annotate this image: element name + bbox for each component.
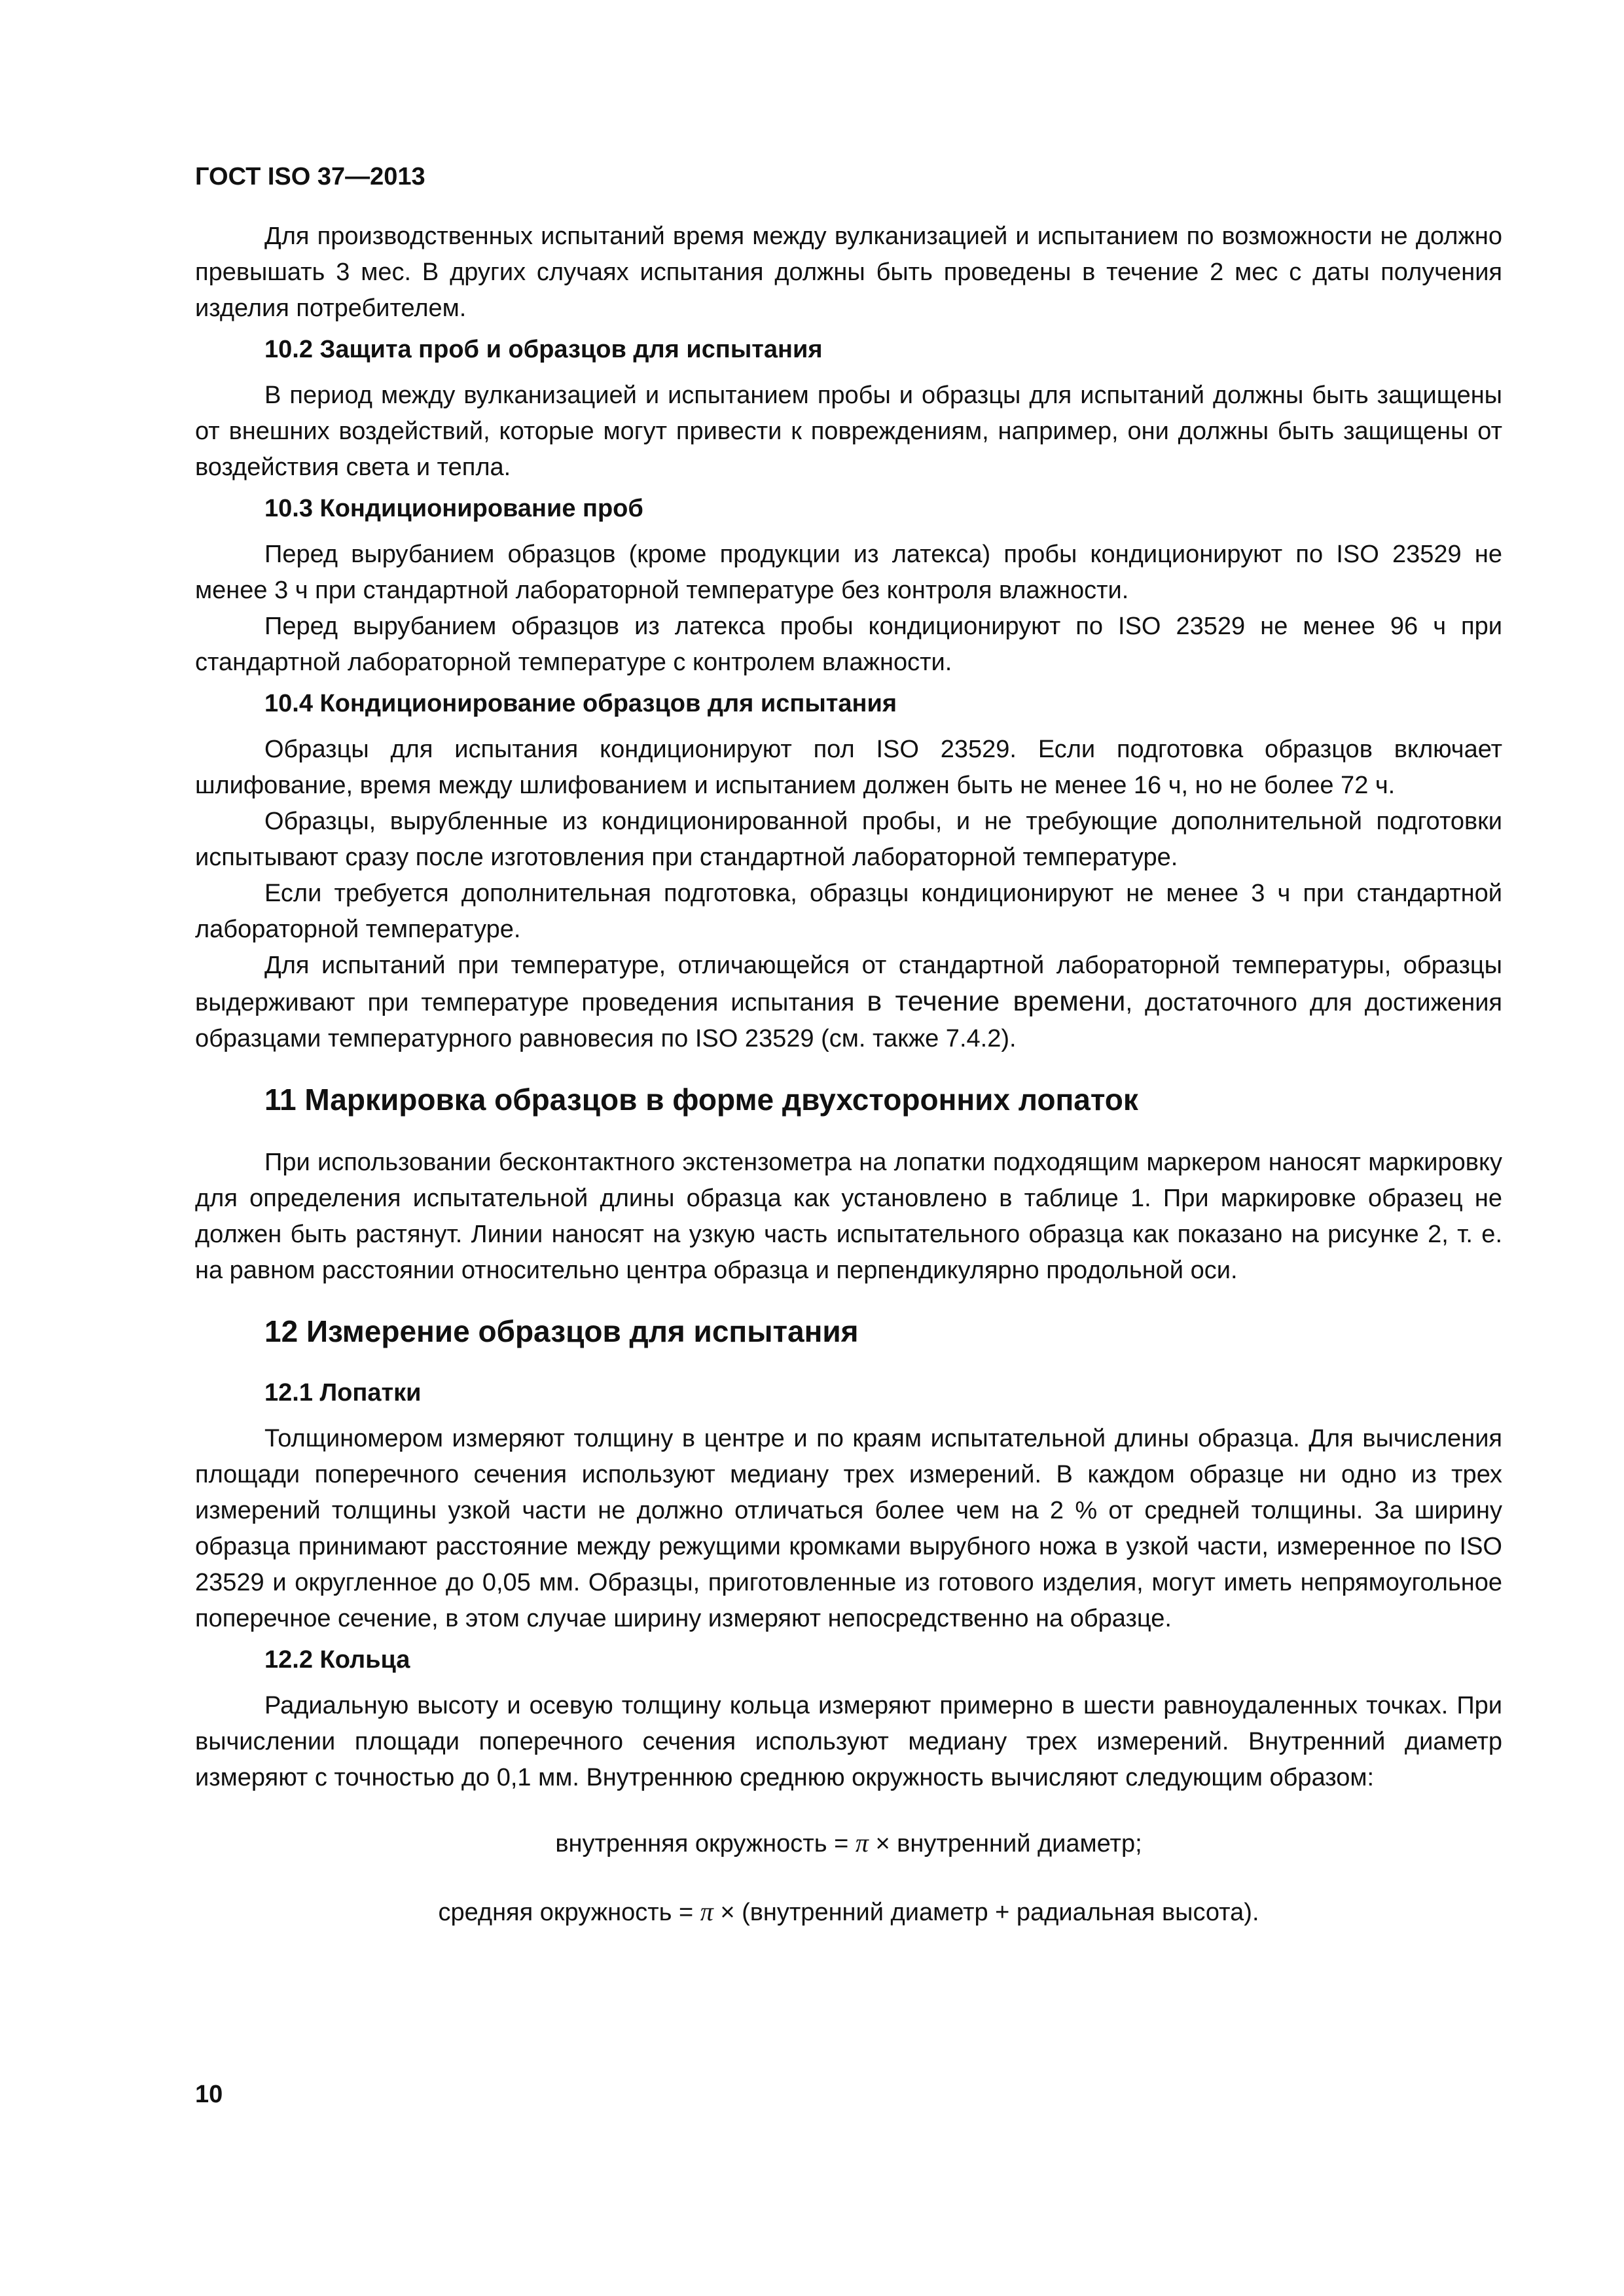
section-11-paragraph: При использовании бесконтактного экстензометра на лопатки подходящим маркером наносят маркировку для определения испытательной длины образца как установлено в таблице 1. При маркировке образец не должен быть растянут. Линии наносят на узкую часть испытательного образца как показано на рисунке 2, т. е. на равном расстоянии относительно центра образца и перпендикулярно продольной оси. <box>195 1149 1502 1284</box>
section-10-2-heading: 10.2 Защита проб и образцов для испытания <box>264 336 823 363</box>
section-10-4-paragraph-1: Образцы для испытания кондиционируют пол ISO 23529. Если подготовка образцов включает шлифование, время между шлифованием и испытанием должен быть не менее 16 ч, но не более 72 ч. <box>195 736 1502 799</box>
section-12-2-heading: 12.2 Кольца <box>264 1646 410 1674</box>
formula-inner-circumference <box>195 1825 1502 1862</box>
formula-2-right: × (внутренний диаметр + радиальная высота). <box>720 1899 1259 1926</box>
page-number: 10 <box>195 2081 223 2108</box>
section-12-heading: 12 Измерение образцов для испытания <box>264 1314 859 1348</box>
paragraph-4-part-b: в течение времени <box>867 986 1126 1017</box>
pi-symbol: π <box>855 1828 869 1857</box>
paragraph-4-part-c: , достаточного для достижения образцами температурного равновесия по ISO 23529 (см. также 7.4.2). <box>195 989 1502 1052</box>
section-10-4-paragraph-4 <box>195 948 1502 1057</box>
formula-1-right: × внутренний диаметр; <box>875 1830 1142 1857</box>
document-code: ГОСТ ISO 37—2013 <box>195 163 425 190</box>
section-10-3-paragraph-1: Перед вырубанием образцов (кроме продукции из латекса) пробы кондиционируют по ISO 23529 не менее 3 ч при стандартной лабораторной температуре без контроля влажности. <box>195 541 1502 604</box>
formula-2-left: средняя окружность = <box>438 1899 694 1926</box>
section-10-3-paragraph-2: Перед вырубанием образцов из латекса пробы кондиционируют по ISO 23529 не менее 96 ч при стандартной лабораторной температуре с контролем влажности. <box>195 613 1502 676</box>
section-10-4-paragraph-3: Если требуется дополнительная подготовка, образцы кондиционируют не менее 3 ч при стандартной лабораторной температуре. <box>195 880 1502 943</box>
section-12-1-paragraph: Толщиномером измеряют толщину в центре и по краям испытательной длины образца. Для вычисления площади поперечного сечения используют медиану трех измерений. В каждом образце ни одно из трех измерений толщины узкой части не должно отличаться более чем на 2 % от средней толщины. За ширину образца принимают расстояние между режущими кромками вырубного ножа в узкой части, измеренное по ISO 23529 и округленное до 0,05 мм. Образцы, приготовленные из готового изделия, могут иметь непрямоугольное поперечное сечение, в этом случае ширину измеряют непосредственно на образце. <box>195 1425 1502 1632</box>
pi-symbol: π <box>700 1897 713 1926</box>
section-10-4-heading: 10.4 Кондиционирование образцов для испытания <box>264 690 897 717</box>
section-12-2-paragraph: Радиальную высоту и осевую толщину кольца измеряют примерно в шести равноудаленных точках. При вычислении площади поперечного сечения используют медиану трех измерений. Внутренний диаметр измеряют с точностью до 0,1 мм. Внутреннюю среднюю окружность вычисляют следующим образом: <box>195 1692 1502 1791</box>
page-content <box>195 161 1502 1962</box>
section-11-heading: 11 Маркировка образцов в форме двухсторонних лопаток <box>264 1083 1138 1117</box>
formula-1-left: внутренняя окружность = <box>555 1830 849 1857</box>
section-10-2-paragraph: В период между вулканизацией и испытанием пробы и образцы для испытаний должны быть защищены от внешних воздействий, которые могут привести к повреждениям, например, они должны быть защищены от воздействия света и тепла. <box>195 382 1502 481</box>
intro-paragraph: Для производственных испытаний время между вулканизацией и испытанием по возможности не должно превышать 3 мес. В других случаях испытания должны быть проведены в течение 2 мес с даты получения изделия потребителем. <box>195 223 1502 322</box>
formula-mean-circumference <box>195 1893 1502 1931</box>
section-10-3-heading: 10.3 Кондиционирование проб <box>264 495 643 522</box>
section-10-4-paragraph-2: Образцы, вырубленные из кондиционированной пробы, и не требующие дополнительной подготовки испытывают сразу после изготовления при стандартной лабораторной температуре. <box>195 808 1502 871</box>
paragraph-4-part-a: Для испытаний при температуре, отличающейся от стандартной лабораторной температуры, образцы выдерживают при температуре проведения испытания <box>195 952 1502 1016</box>
section-12-1-heading: 12.1 Лопатки <box>264 1379 422 1407</box>
